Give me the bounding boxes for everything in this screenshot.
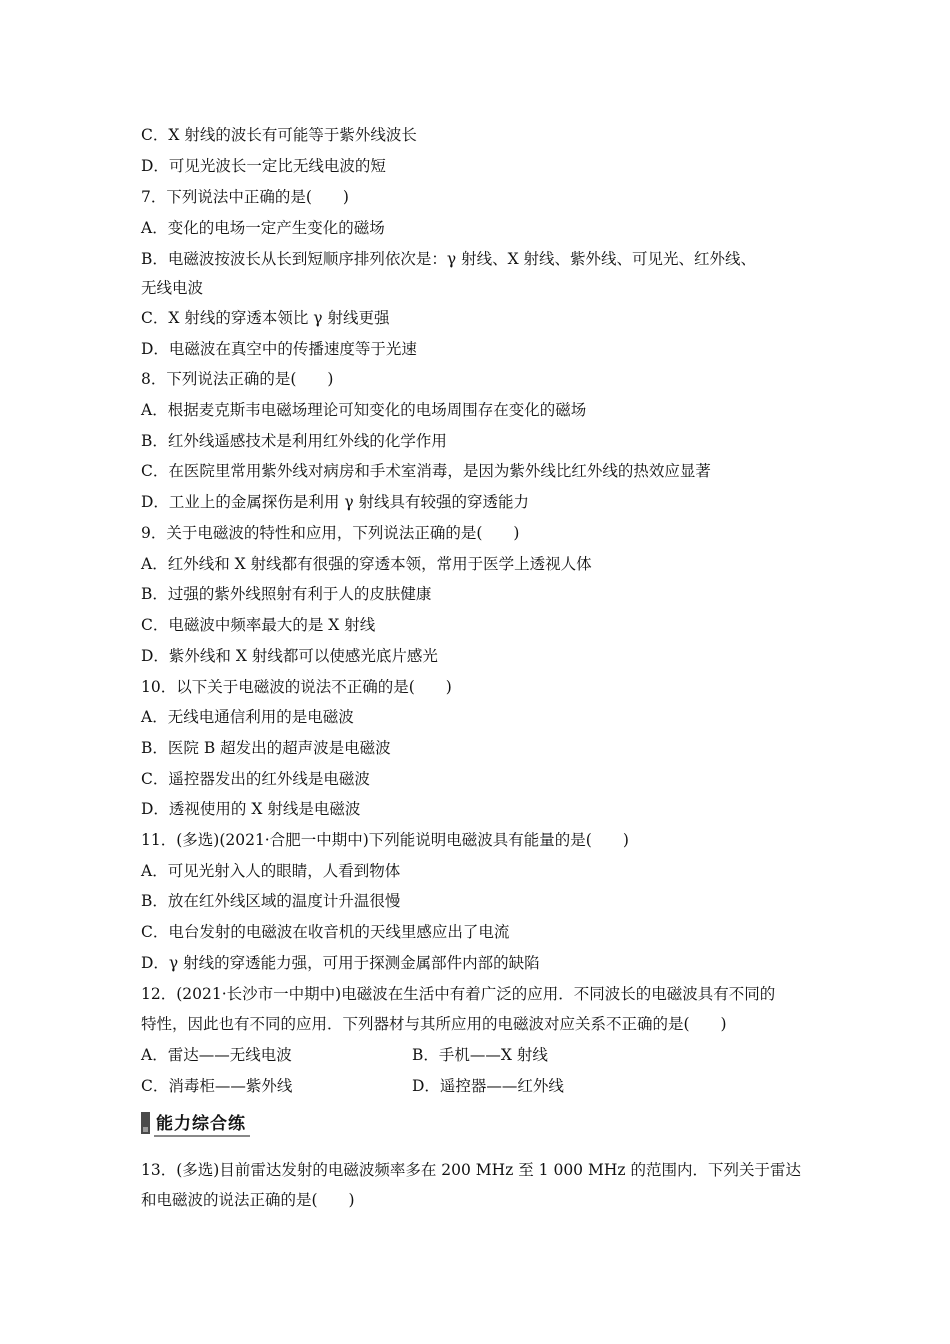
q6-option-d: D．可见光波长一定比无线电波的短 [141,157,386,175]
q13-stem: 13．(多选)目前雷达发射的电磁波频率多在 200 MHz 至 1 000 MHz 的范围内．下列关于雷达 [141,1161,801,1179]
q10-option-a: A．无线电通信利用的是电磁波 [141,708,354,726]
q6-option-c: C．X 射线的波长有可能等于紫外线波长 [141,126,417,144]
q9-option-a: A．红外线和 X 射线都有很强的穿透本领，常用于医学上透视人体 [141,555,592,573]
q9-option-b: B．过强的紫外线照射有利于人的皮肤健康 [141,585,432,603]
q12-stem-cont: 特性，因此也有不同的应用．下列器材与其所应用的电磁波对应关系不正确的是( ) [141,1015,727,1033]
q9-option-d: D．紫外线和 X 射线都可以使感光底片感光 [141,647,438,665]
q10-stem: 10．以下关于电磁波的说法不正确的是( ) [141,678,452,696]
q7-stem: 7．下列说法中正确的是( ) [141,188,349,206]
q12-option-d: D．遥控器——红外线 [412,1077,564,1095]
q12-option-c: C．消毒柜——紫外线 [141,1077,293,1095]
q7-option-b: B．电磁波按波长从长到短顺序排列依次是：γ 射线、X 射线、紫外线、可见光、红外线、 [141,250,757,268]
q9-option-c: C．电磁波中频率最大的是 X 射线 [141,616,376,634]
q11-option-c: C．电台发射的电磁波在收音机的天线里感应出了电流 [141,923,510,941]
q7-option-d: D．电磁波在真空中的传播速度等于光速 [141,340,417,358]
q8-option-a: A．根据麦克斯韦电磁场理论可知变化的电场周围存在变化的磁场 [141,401,587,419]
q8-option-b: B．红外线遥感技术是利用红外线的化学作用 [141,432,447,450]
q10-option-c: C．遥控器发出的红外线是电磁波 [141,770,370,788]
q11-option-a: A．可见光射入人的眼睛，人看到物体 [141,862,401,880]
q13-stem-cont: 和电磁波的说法正确的是( ) [141,1191,355,1209]
q12-option-a: A．雷达——无线电波 [141,1046,292,1064]
q12-option-b: B．手机——X 射线 [412,1046,548,1064]
q8-stem: 8．下列说法正确的是( ) [141,370,334,388]
q7-option-a: A．变化的电场一定产生变化的磁场 [141,219,385,237]
q11-option-d: D．γ 射线的穿透能力强，可用于探测金属部件内部的缺陷 [141,954,540,972]
section-marker-icon [141,1112,150,1134]
q8-option-c: C．在医院里常用紫外线对病房和手术室消毒，是因为紫外线比红外线的热效应显著 [141,462,711,480]
q8-option-d: D．工业上的金属探伤是利用 γ 射线具有较强的穿透能力 [141,493,530,511]
q10-option-b: B．医院 B 超发出的超声波是电磁波 [141,739,391,757]
q10-option-d: D．透视使用的 X 射线是电磁波 [141,800,361,818]
q7-option-c: C．X 射线的穿透本领比 γ 射线更强 [141,309,390,327]
q11-stem: 11．(多选)(2021·合肥一中期中)下列能说明电磁波具有能量的是( ) [141,831,629,849]
q9-stem: 9．关于电磁波的特性和应用，下列说法正确的是( ) [141,524,520,542]
section-title: 能力综合练 [154,1109,250,1137]
q7-option-b-cont: 无线电波 [141,279,204,297]
q12-stem: 12．(2021·长沙市一中期中)电磁波在生活中有着广泛的应用．不同波长的电磁波具有不同的 [141,985,776,1003]
section-heading [141,1110,250,1136]
q11-option-b: B．放在红外线区域的温度计升温很慢 [141,892,401,910]
